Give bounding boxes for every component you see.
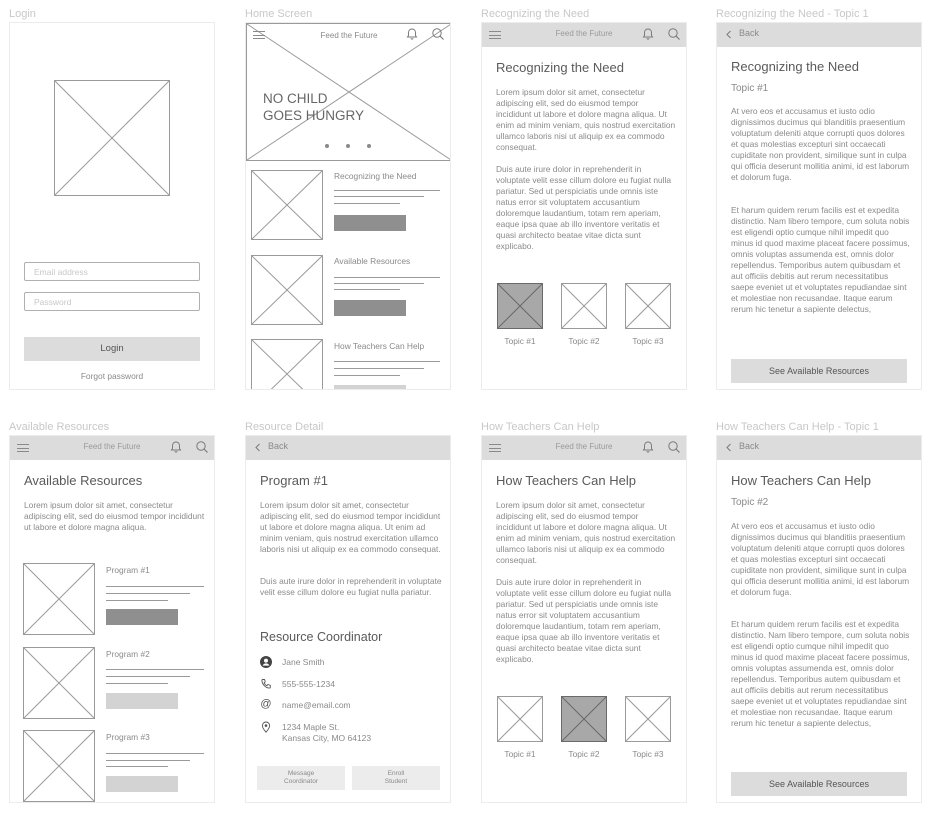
message-coordinator-button[interactable] — [257, 766, 345, 790]
button-line-2: Coordinator — [284, 778, 318, 785]
page-title: How Teachers Can Help — [731, 473, 871, 488]
address-line-1: 1234 Maple St. — [282, 722, 340, 732]
search-icon[interactable] — [195, 440, 209, 454]
coordinator-heading: Resource Coordinator — [260, 630, 383, 644]
body-paragraph: Et harum quidem rerum facilis est et expedita distinctio. Nam libero tempore, cum soluta nobis est eligendi optio cumque nihil impedit quo minus id quod maxime placeat facere possimus, omnis voluptas assumenda est, omnis dolor repellendus. Temporibus autem quibusdam et aut officiis debitis aut rerum necessitatibus saepe eveniet ut et voluptates repudiandae sint et molestiae non recusandae. Itaque earum rerum hic tenetur a sapiente delectus, — [731, 205, 910, 314]
hero-line-2: GOES HUNGRY — [263, 108, 365, 123]
carousel-dot[interactable] — [346, 144, 350, 148]
text-placeholder-line — [334, 196, 424, 197]
page-title: Program #1 — [260, 473, 328, 488]
text-placeholder-line — [106, 600, 168, 601]
top-bar — [482, 23, 686, 47]
top-bar — [482, 436, 686, 460]
program-action-button[interactable] — [106, 776, 178, 792]
person-icon — [260, 656, 272, 668]
text-placeholder-line — [106, 683, 168, 684]
item-action-button[interactable] — [334, 215, 406, 231]
see-resources-button[interactable]: See Available Resources — [731, 772, 907, 796]
see-resources-button[interactable]: See Available Resources — [731, 359, 907, 383]
text-placeholder-line — [106, 586, 204, 587]
search-icon[interactable] — [667, 27, 681, 41]
topic-tile-2[interactable] — [561, 696, 607, 742]
frame-title-teachers-topic: How Teachers Can Help - Topic 1 — [716, 421, 879, 433]
topic-tile-1[interactable] — [497, 283, 543, 329]
topic-label: Topic #3 — [632, 336, 664, 346]
body-paragraph: At vero eos et accusamus et iusto odio dignissimos ducimus qui blanditiis praesentium voluptatum deleniti atque corrupti quos dolores et quas molestias excepturi sint occaecati cupiditate non provident, similique sunt in culpa qui officia deserunt mollitia animi, id est laborum et dolorum fuga. — [731, 521, 910, 597]
image-placeholder-icon — [251, 255, 323, 325]
text-placeholder-line — [334, 361, 440, 362]
page-title: Available Resources — [24, 473, 143, 488]
text-placeholder-line — [106, 753, 204, 754]
topic-label: Topic #2 — [568, 749, 600, 759]
body-paragraph: Et harum quidem rerum facilis est et expedita distinctio. Nam libero tempore, cum soluta nobis est eligendi optio cumque nihil impedit quo minus id quod maxime placeat facere possimus, omnis voluptas assumenda est, omnis dolor repellendus. Temporibus autem quibusdam et aut officiis debitis aut rerum necessitatibus saepe eveniet ut et voluptates repudiandae sint et molestiae non recusandae. Itaque earum rerum hic tenetur a sapiente delectus, — [731, 619, 910, 728]
address-line-2: Kansas City, MO 64123 — [282, 733, 372, 743]
text-placeholder-line — [334, 190, 440, 191]
search-icon[interactable] — [431, 27, 445, 41]
app-title: Feed the Future — [555, 442, 613, 451]
image-placeholder-icon — [23, 730, 95, 802]
bell-icon[interactable] — [641, 27, 655, 41]
top-bar — [717, 23, 921, 47]
top-bar — [10, 436, 214, 460]
image-placeholder-icon — [251, 170, 323, 240]
enroll-student-button[interactable] — [352, 766, 440, 790]
home-item-title[interactable]: Available Resources — [334, 256, 411, 266]
teachers-frame — [481, 435, 687, 803]
back-label: Back — [739, 28, 760, 38]
teachers-topic-frame — [716, 435, 922, 803]
image-placeholder-icon — [23, 647, 95, 719]
topic-subtitle: Topic #1 — [731, 83, 769, 94]
image-placeholder-icon — [251, 339, 323, 390]
phone-icon — [260, 678, 272, 690]
text-placeholder-line — [334, 283, 424, 284]
top-bar — [717, 436, 921, 460]
text-placeholder-line — [334, 368, 424, 369]
body-paragraph: Lorem ipsum dolor sit amet, consectetur adipiscing elit, sed do eiusmod tempor incididunt ut labore et dolore magna aliqua. Ut enim ad minim veniam, quis nostrud exercitation ullamco laboris nisi ut aliquip ex ea commodo consequat. — [496, 500, 676, 565]
coordinator-email: name@email.com — [282, 700, 351, 710]
button-line-1: Message — [287, 770, 315, 777]
body-paragraph: At vero eos et accusamus et iusto odio dignissimos ducimus qui blanditiis praesentium voluptatum deleniti atque corrupti quos dolores et quas molestias excepturi sint occaecati cupiditate non provident, similique sunt in culpa qui officia deserunt mollitia animi, id est laborum et dolorum fuga. — [731, 106, 910, 182]
topic-subtitle: Topic #2 — [731, 497, 769, 508]
topic-tile-3[interactable] — [625, 696, 671, 742]
chevron-left-icon — [725, 443, 733, 452]
location-pin-icon — [260, 721, 272, 733]
item-action-button[interactable] — [334, 300, 406, 316]
page-title: Recognizing the Need — [496, 60, 624, 75]
password-field[interactable]: Password — [24, 292, 200, 311]
frame-title-home: Home Screen — [245, 8, 313, 20]
search-icon[interactable] — [667, 440, 681, 454]
frame-title-detail: Resource Detail — [245, 421, 324, 433]
topic-label: Topic #1 — [504, 336, 536, 346]
page-title: How Teachers Can Help — [496, 473, 636, 488]
hero-headline — [263, 90, 364, 124]
button-line-2: Student — [384, 778, 408, 785]
text-placeholder-line — [334, 277, 440, 278]
carousel-dot[interactable] — [325, 144, 329, 148]
need-frame — [481, 22, 687, 390]
at-sign-icon: @ — [260, 698, 272, 710]
text-placeholder-line — [334, 375, 400, 376]
app-title: Feed the Future — [555, 29, 613, 38]
button-line-1: Enroll — [387, 770, 405, 777]
home-item-title[interactable]: How Teachers Can Help — [334, 341, 425, 351]
forgot-password-link[interactable]: Forgot password — [80, 371, 144, 381]
coordinator-phone: 555-555-1234 — [282, 679, 335, 689]
topic-label: Topic #3 — [632, 749, 664, 759]
text-placeholder-line — [106, 669, 204, 670]
text-placeholder-line — [106, 766, 168, 767]
topic-tile-2[interactable] — [561, 283, 607, 329]
frame-title-need: Recognizing the Need — [481, 8, 590, 20]
resources-frame — [9, 435, 215, 803]
top-bar — [246, 436, 450, 460]
item-action-button[interactable] — [334, 385, 406, 390]
body-paragraph: Lorem ipsum dolor sit amet, consectetur adipiscing elit, sed do eiusmod tempor incididunt ut labore et dolore magna aliqua. — [24, 500, 205, 532]
frame-title-login: Login — [9, 8, 36, 20]
back-label: Back — [739, 441, 760, 451]
text-placeholder-line — [334, 203, 400, 204]
program-title[interactable]: Program #3 — [106, 732, 150, 742]
home-frame — [245, 22, 451, 390]
home-item-title[interactable]: Recognizing the Need — [334, 171, 417, 181]
carousel-dot[interactable] — [367, 144, 371, 148]
coordinator-name: Jane Smith — [282, 657, 325, 667]
login-frame — [9, 22, 215, 390]
text-placeholder-line — [106, 760, 190, 761]
frame-title-resources: Available Resources — [9, 421, 110, 433]
hero-line-1: NO CHILD — [263, 91, 328, 106]
text-placeholder-line — [106, 593, 190, 594]
body-paragraph: Duis aute irure dolor in reprehenderit in voluptate velit esse cillum dolore eu fugiat nulla pariatur. Sed ut perspiciatis unde omnis iste natus error sit voluptatem accusantium doloremque laudantium, totam rem aperiam, eaque ipsa quae ab illo inventore veritatis et quasi architecto beatae vitae dicta sunt explicabo. — [496, 164, 672, 251]
frame-title-teachers: How Teachers Can Help — [481, 421, 600, 433]
frame-title-need-topic: Recognizing the Need - Topic 1 — [716, 8, 869, 20]
text-placeholder-line — [334, 289, 400, 290]
image-placeholder-icon — [23, 563, 95, 635]
topic-label: Topic #2 — [568, 336, 600, 346]
body-paragraph: Duis aute irure dolor in reprehenderit in voluptate velit esse cillum dolore eu fugiat nulla pariatur. Sed ut perspiciatis unde omnis iste natus error sit voluptatem accusantium doloremque laudantium, totam rem aperiam, eaque ipsa quae ab illo inventore veritatis et quasi architecto beatae vitae dicta sunt explicabo. — [496, 577, 672, 664]
app-title: Feed the Future — [83, 442, 141, 451]
app-title: Feed the Future — [320, 31, 378, 40]
text-placeholder-line — [106, 676, 190, 677]
program-title[interactable]: Program #1 — [106, 565, 150, 575]
program-action-button[interactable] — [106, 693, 178, 709]
detail-frame — [245, 435, 451, 803]
topic-label: Topic #1 — [504, 749, 536, 759]
image-placeholder-icon — [54, 80, 170, 196]
login-button[interactable]: Login — [24, 337, 200, 361]
topic-tile-3[interactable] — [625, 283, 671, 329]
bell-icon[interactable] — [405, 27, 419, 41]
program-action-button[interactable] — [106, 609, 178, 625]
chevron-left-icon — [254, 443, 262, 452]
body-paragraph: Lorem ipsum dolor sit amet, consectetur adipiscing elit, sed do eiusmod tempor incididunt ut labore et dolore magna aliqua. Ut enim ad minim veniam, quis nostrud exercitation ullamco laboris nisi ut aliquip ex ea commodo consequat. — [496, 87, 676, 152]
program-title[interactable]: Program #2 — [106, 649, 150, 659]
page-title: Recognizing the Need — [731, 59, 859, 74]
email-field[interactable]: Email address — [24, 262, 200, 281]
chevron-left-icon — [725, 30, 733, 39]
need-topic-frame — [716, 22, 922, 390]
body-paragraph: Lorem ipsum dolor sit amet, consectetur adipiscing elit, sed do eiusmod tempor incididunt ut labore et dolore magna aliqua. Ut enim ad minim veniam, quis nostrud exercitation ullamco laboris nisi ut aliquip ex ea commodo consequat. — [260, 500, 441, 554]
bell-icon[interactable] — [641, 440, 655, 454]
body-paragraph: Duis aute irure dolor in reprehenderit in voluptate velit esse cillum dolore eu fugiat nulla pariatur. — [260, 576, 442, 597]
coordinator-address — [282, 722, 371, 744]
bell-icon[interactable] — [169, 440, 183, 454]
topic-tile-1[interactable] — [497, 696, 543, 742]
back-label: Back — [268, 441, 289, 451]
